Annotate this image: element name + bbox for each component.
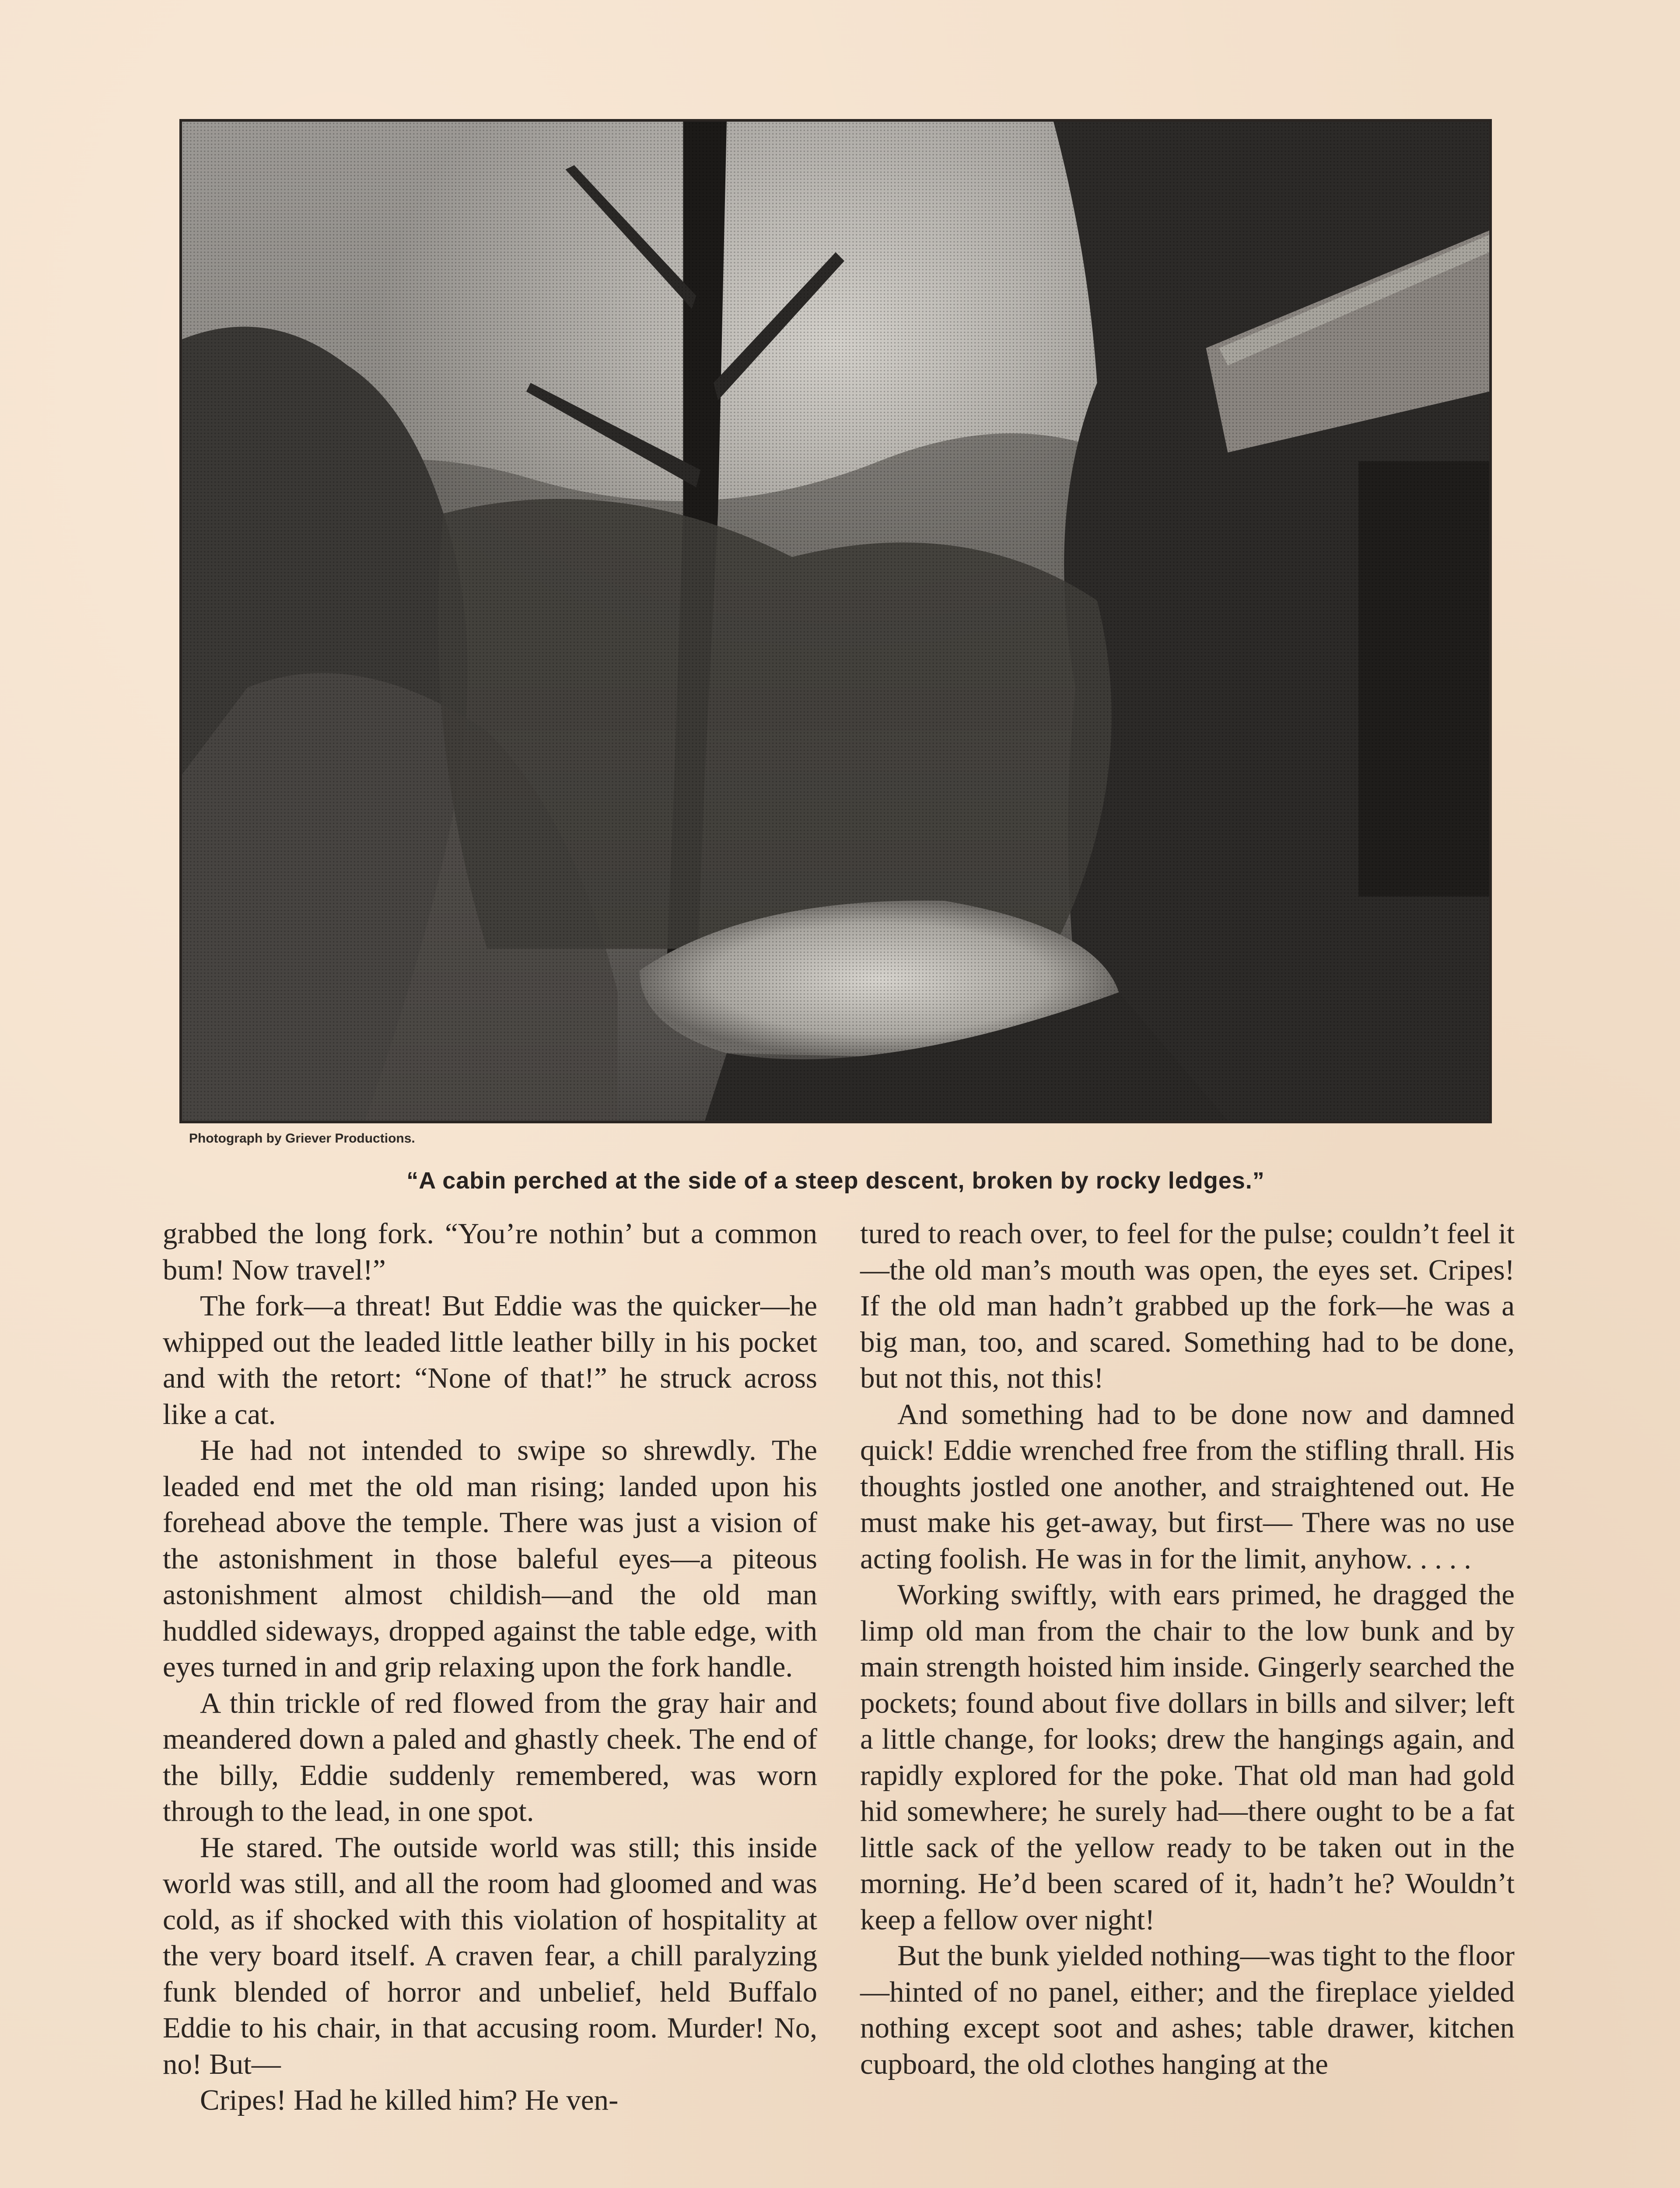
text-column-left xyxy=(163,1216,817,2118)
paragraph: grabbed the long fork. “You’re nothin’ but a common bum! Now travel!” xyxy=(163,1217,817,1286)
forest-scene-image xyxy=(182,122,1489,1121)
paragraph: tured to reach over, to feel for the pulse; couldn’t feel it—the old man’s mouth was open, the eyes set. Cripes! If the old man hadn’t grabbed up the fork—he was a big man, too, and scared. Something had to be done, but not this, not this! xyxy=(860,1217,1515,1394)
paragraph: Cripes! Had he killed him? He ven- xyxy=(200,2084,619,2116)
photo-credit: Photograph by Griever Productions. xyxy=(189,1131,415,1146)
paragraph: He stared. The outside world was still; this inside world was still, and all the room had gloomed and was cold, as if shocked with this violation of hospitality at the very board itself. A craven fear, a chill paralyzing funk blended of horror and unbelief, held Buffalo Eddie to his chair, in that accusing room. Murder! No, no! But— xyxy=(163,1831,817,2080)
paragraph: Working swiftly, with ears primed, he dragged the limp old man from the chair to the low bunk and by main strength hoisted him inside. Gingerly searched the pockets; found about five dollars in bills and silver; left a little change, for looks; drew the hangings again, and rapidly explored for the poke. That old man had gold hid somewhere; he surely had—there ought to be a fat little sack of the yellow ready to be taken out in the morning. He’d been scared of it, hadn’t he? Wouldn’t keep a fellow over night! xyxy=(860,1578,1515,1936)
text-column-right xyxy=(860,1216,1515,2082)
paragraph: And something had to be done now and damned quick! Eddie wrenched free from the stifling thrall. His thoughts jostled one another, and straightened out. He must make his get-away, but first— There was no use acting foolish. He was in for the limit, anyhow. . . . . xyxy=(860,1398,1515,1575)
paragraph: A thin trickle of red flowed from the gray hair and meandered down a paled and ghastly cheek. The end of the billy, Eddie suddenly remembered, was worn through to the lead, in one spot. xyxy=(163,1687,817,1827)
paragraph: But the bunk yielded nothing—was tight to the floor—hinted of no panel, either; and the fireplace yielded nothing except soot and ashes; table drawer, kitchen cupboard, the old clothes hanging at the xyxy=(860,1939,1515,2080)
photo-caption: “A cabin perched at the side of a steep descent, broken by rocky ledges.” xyxy=(406,1168,1265,1194)
cabin-photograph xyxy=(179,119,1492,1123)
paragraph: He had not intended to swipe so shrewdly. The leaded end met the old man rising; landed upon his forehead above the temple. There was just a vision of the astonishment in those baleful eyes—a piteous astonishment almost childish—and the old man huddled sideways, dropped against the table edge, with eyes turned in and grip relaxing upon the fork handle. xyxy=(163,1434,817,1683)
paragraph: The fork—a threat! But Eddie was the quicker—he whipped out the leaded little leather billy in his pocket and with the retort: “None of that!” he struck across like a cat. xyxy=(163,1290,817,1431)
